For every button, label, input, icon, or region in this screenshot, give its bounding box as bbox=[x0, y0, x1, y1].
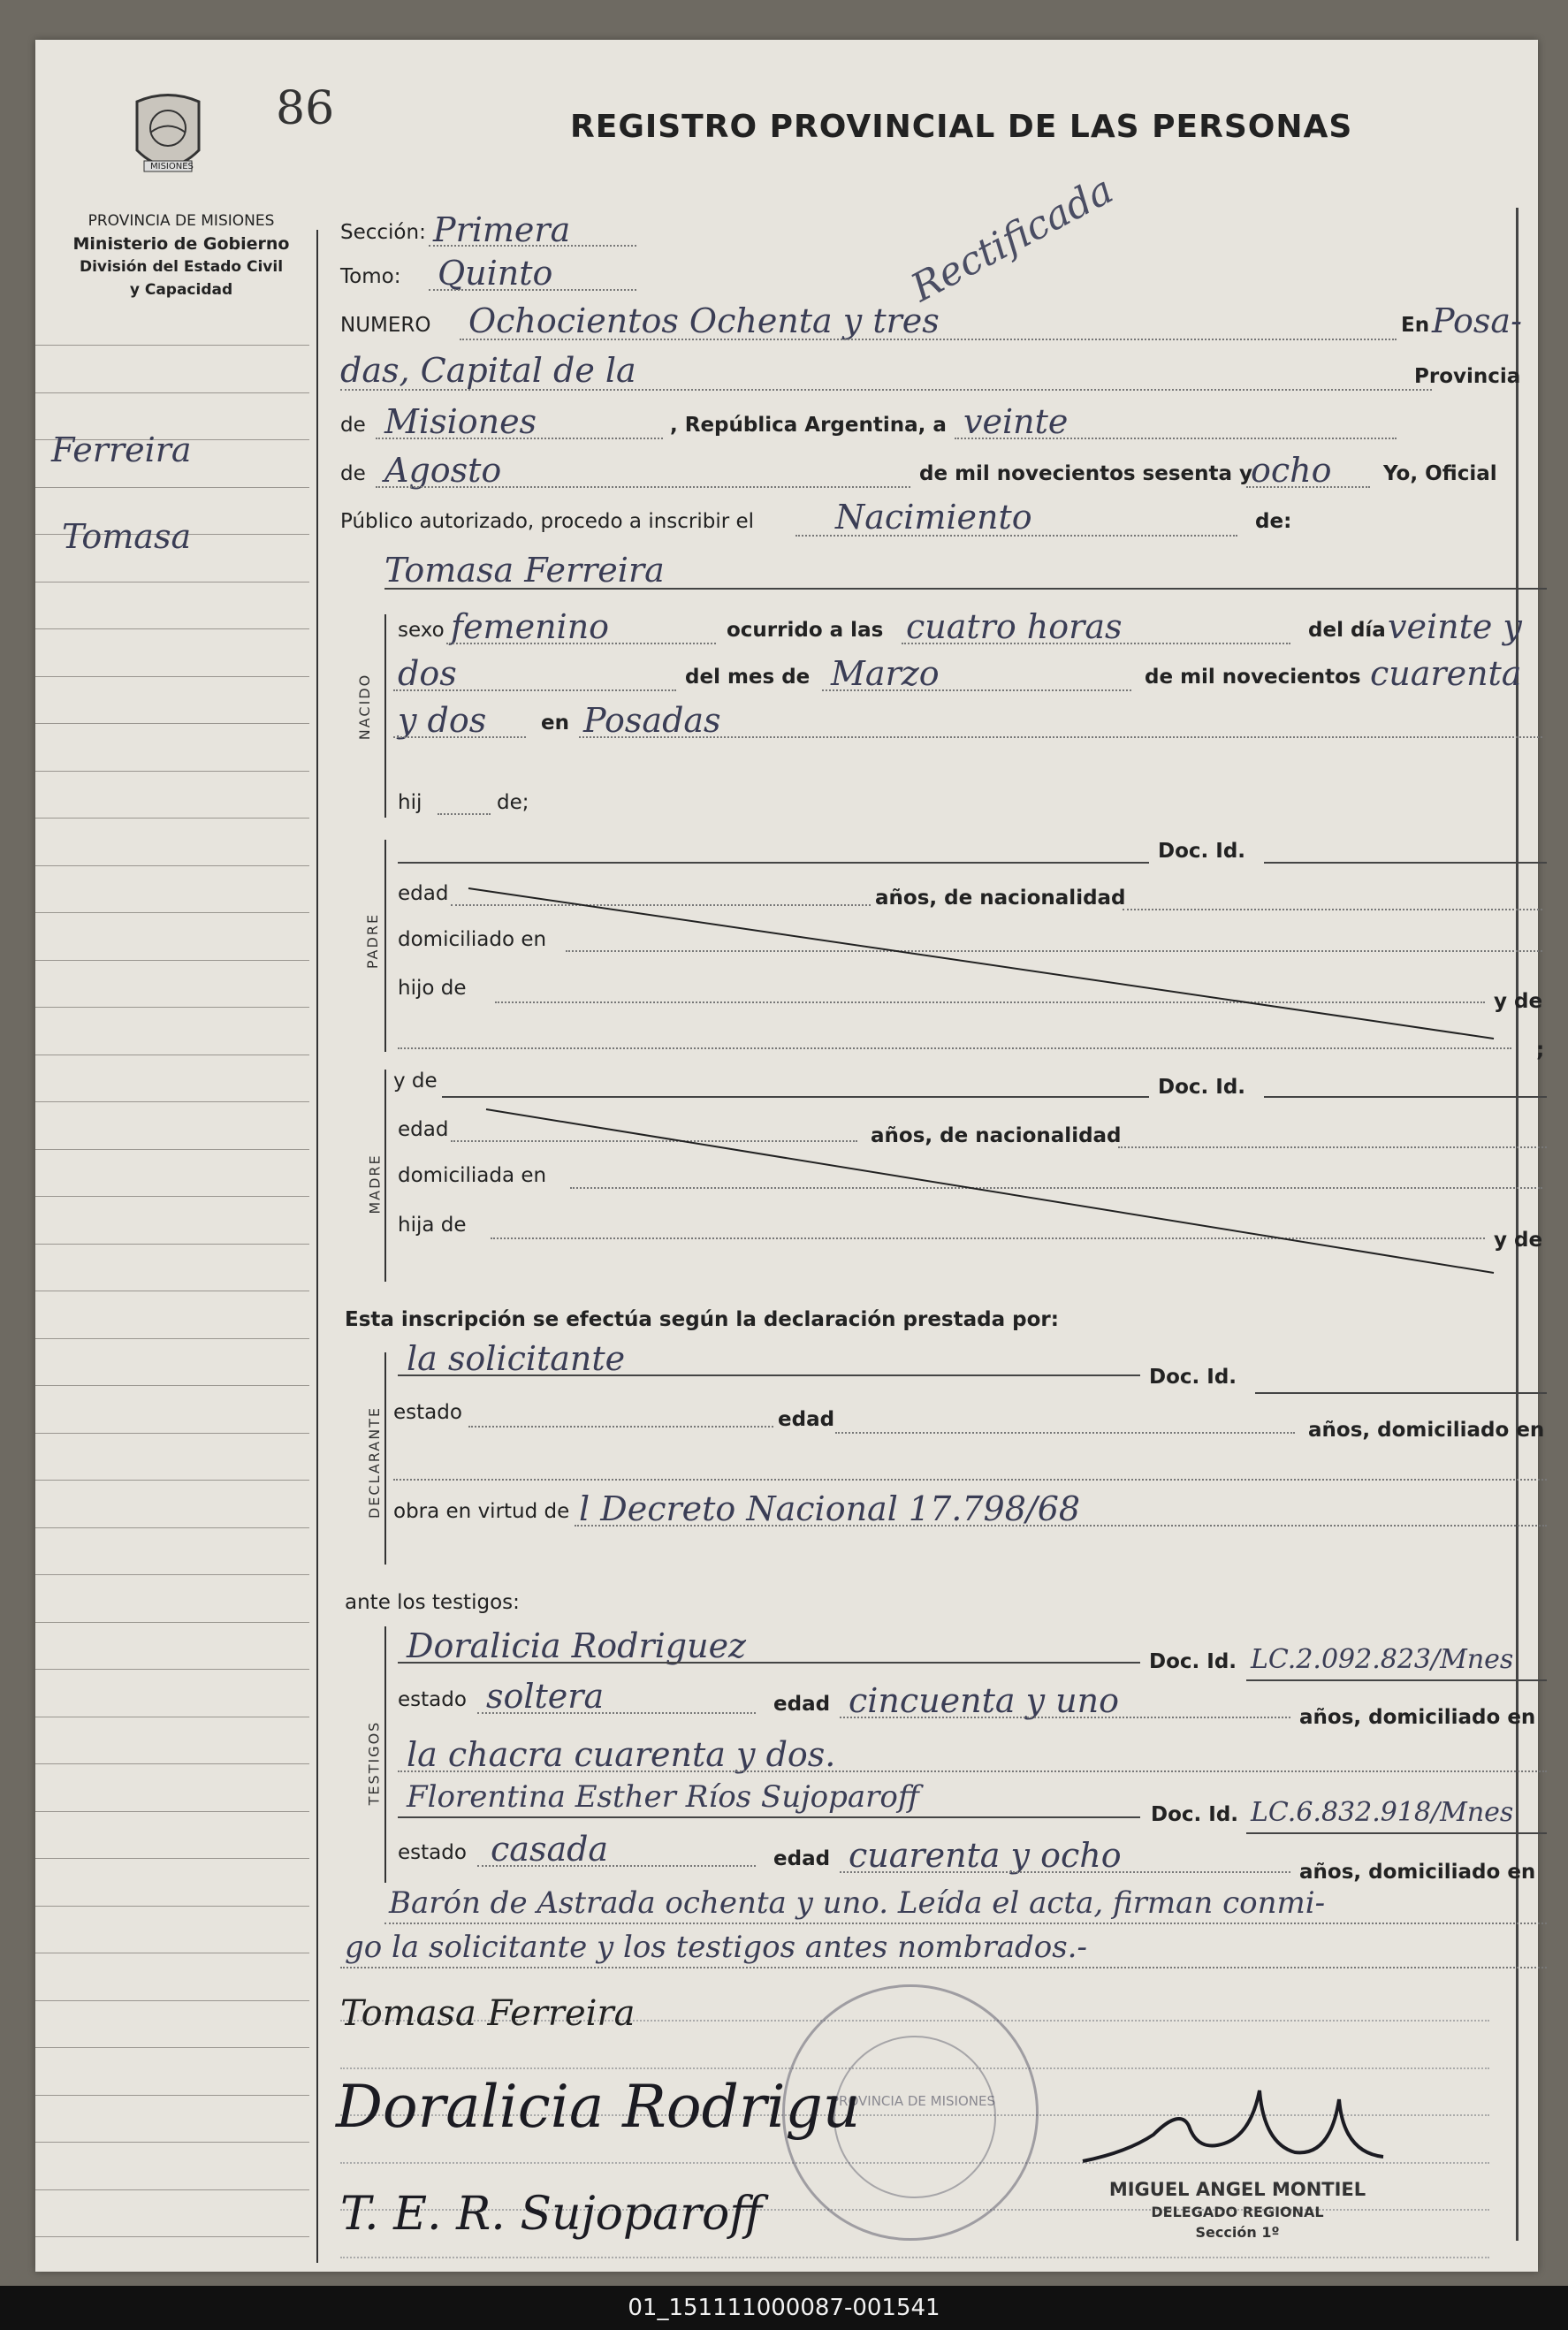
declarante-anios-label: años, domiciliado en bbox=[1308, 1419, 1545, 1442]
madre-yde-label: y de bbox=[393, 1070, 438, 1093]
office-line-2: Ministerio de Gobierno bbox=[72, 234, 290, 254]
testigos-intro: ante los testigos: bbox=[345, 1591, 520, 1614]
testigo1-estado-label: estado bbox=[398, 1688, 467, 1711]
padre-anios-label: años, de nacionalidad bbox=[875, 887, 1126, 910]
testigo1-domicilio: la chacra cuarenta y dos. bbox=[407, 1735, 836, 1774]
testigo1-anios-label: años, domiciliado en bbox=[1299, 1706, 1536, 1729]
office-line-1: PROVINCIA DE MISIONES bbox=[88, 212, 275, 230]
madre-anios-label: años, de nacionalidad bbox=[871, 1124, 1122, 1147]
provincia-value: Misiones bbox=[384, 402, 537, 441]
nacido-anio2-value: y dos bbox=[398, 701, 487, 740]
officer-section: Sección 1º bbox=[1195, 2224, 1280, 2241]
declarante-intro: Esta inscripción se efectúa según la declaración prestada por: bbox=[345, 1308, 1059, 1331]
signature-witness-1: Doralicia Rodrigu bbox=[336, 2073, 861, 2141]
madre-section-label: MADRE bbox=[366, 1154, 384, 1214]
crest-label: MISIONES bbox=[150, 162, 194, 171]
declarante-nombre: la solicitante bbox=[407, 1339, 626, 1378]
publico-label: Público autorizado, procedo a inscribir el bbox=[340, 510, 755, 533]
nacido-dia-value: veinte y bbox=[1388, 607, 1522, 646]
obra-value: l Decreto Nacional 17.798/68 bbox=[579, 1489, 1081, 1528]
declarante-estado-label: estado bbox=[393, 1401, 462, 1424]
numero-value: Ochocientos Ochenta y tres bbox=[468, 301, 940, 340]
testigo1-edad-label: edad bbox=[773, 1693, 831, 1716]
testigo2-edad: cuarenta y ocho bbox=[849, 1836, 1122, 1875]
nacido-nombre: Tomasa Ferreira bbox=[384, 551, 665, 590]
sexo-value: femenino bbox=[451, 607, 610, 646]
lugar-value: Posadas bbox=[583, 701, 721, 740]
nacido-section-label: NACIDO bbox=[356, 673, 374, 741]
page-title: REGISTRO PROVINCIAL DE LAS PERSONAS bbox=[570, 109, 1353, 145]
dia-value: veinte bbox=[963, 402, 1069, 441]
madre-doc-label: Doc. Id. bbox=[1158, 1076, 1246, 1099]
numero-label: NUMERO bbox=[340, 314, 431, 337]
ciudad-value: das, Capital de la bbox=[340, 351, 636, 390]
mes-label: del mes de bbox=[685, 666, 811, 689]
madre-edad-label: edad bbox=[398, 1118, 449, 1141]
tomo-label: Tomo: bbox=[340, 265, 401, 288]
signature-registrant: Tomasa Ferreira bbox=[340, 1993, 636, 2034]
testigo1-doc-label: Doc. Id. bbox=[1149, 1650, 1237, 1673]
testigo2-doc-label: Doc. Id. bbox=[1151, 1803, 1239, 1826]
sexo-label: sexo bbox=[398, 619, 445, 642]
en-value: Posa- bbox=[1432, 301, 1522, 340]
hora-value: cuatro horas bbox=[906, 607, 1123, 646]
acta-cierre: go la solicitante y los testigos antes nombrados.- bbox=[345, 1930, 1087, 1965]
testigo1-nombre: Doralicia Rodriguez bbox=[407, 1626, 747, 1665]
officer-name: MIGUEL ANGEL MONTIEL bbox=[1108, 2179, 1366, 2200]
seccion-label: Sección: bbox=[340, 221, 426, 244]
officer-title: DELEGADO REGIONAL bbox=[1151, 2204, 1324, 2220]
signature-witness-2: T. E. R. Sujoparoff bbox=[340, 2188, 763, 2241]
rectificada-annotation: Rectificada bbox=[903, 167, 1121, 311]
tomo-value: Quinto bbox=[438, 254, 553, 293]
obra-label: obra en virtud de bbox=[393, 1500, 570, 1523]
testigo2-edad-label: edad bbox=[773, 1847, 831, 1870]
testigo2-estado-label: estado bbox=[398, 1841, 467, 1864]
de-mes-label: de bbox=[340, 462, 366, 485]
testigo2-estado: casada bbox=[491, 1830, 609, 1869]
madre-yde2-label: y de bbox=[1494, 1229, 1543, 1252]
madre-domicilio-label: domiciliada en bbox=[398, 1164, 547, 1187]
testigos-section-label: TESTIGOS bbox=[365, 1720, 383, 1806]
ocurrido-label: ocurrido a las bbox=[727, 619, 884, 642]
lugar-label: en bbox=[541, 712, 569, 735]
testigo2-anios-label: años, domiciliado en bbox=[1299, 1861, 1536, 1884]
madre-hija-label: hija de bbox=[398, 1214, 467, 1237]
padre-crossout-line bbox=[35, 40, 1538, 2272]
testigo2-domicilio: Barón de Astrada ochenta y uno. Leída el acta, firman conmi- bbox=[389, 1885, 1326, 1921]
testigo2-doc: LC.6.832.918/Mnes bbox=[1251, 1797, 1514, 1828]
padre-yde-label: y de bbox=[1494, 990, 1543, 1013]
de-colon-label: de: bbox=[1255, 510, 1292, 533]
acto-value: Nacimiento bbox=[835, 498, 1032, 537]
seccion-value: Primera bbox=[433, 210, 571, 249]
image-identifier: 01_151111000087-001541 bbox=[0, 2286, 1568, 2330]
padre-section-label: PADRE bbox=[364, 912, 382, 970]
hij-de-label: de; bbox=[497, 791, 529, 814]
padre-semicolon: ; bbox=[1536, 1039, 1545, 1062]
office-line-4: y Capacidad bbox=[129, 281, 233, 299]
mes-value: Agosto bbox=[384, 451, 502, 490]
declarante-section-label: DECLARANTE bbox=[366, 1405, 384, 1519]
nacido-anio-value: cuarenta bbox=[1370, 654, 1522, 693]
declarante-doc-label: Doc. Id. bbox=[1149, 1366, 1237, 1389]
anio-label: de mil novecientos sesenta y bbox=[919, 462, 1253, 485]
seal-text: PROVINCIA DE MISIONES bbox=[831, 2093, 995, 2109]
padre-doc-label: Doc. Id. bbox=[1158, 840, 1246, 863]
nacido-anio-label: de mil novecientos bbox=[1145, 666, 1361, 689]
declarante-edad-label: edad bbox=[778, 1408, 835, 1431]
oficial-label: Yo, Oficial bbox=[1383, 462, 1497, 485]
padre-domicilio-label: domiciliado en bbox=[398, 928, 547, 951]
padre-hijo-label: hijo de bbox=[398, 977, 467, 1000]
padre-edad-label: edad bbox=[398, 882, 449, 905]
testigo2-nombre: Florentina Esther Ríos Sujoparoff bbox=[407, 1779, 919, 1815]
testigo1-estado: soltera bbox=[486, 1677, 605, 1716]
anio-value: ocho bbox=[1251, 451, 1332, 490]
margin-given-name: Tomasa bbox=[62, 517, 192, 556]
register-page bbox=[35, 40, 1545, 2272]
del-dia-label: del día bbox=[1308, 619, 1386, 642]
margin-surname: Ferreira bbox=[51, 430, 192, 469]
de-label: de bbox=[340, 414, 366, 437]
office-line-3: División del Estado Civil bbox=[79, 258, 284, 276]
provincia-label: Provincia bbox=[1414, 365, 1521, 388]
page-number: 86 bbox=[276, 82, 335, 135]
hij-label: hij bbox=[398, 791, 422, 814]
en-label: En bbox=[1401, 314, 1430, 337]
nacido-dia2-value: dos bbox=[398, 654, 457, 693]
testigo1-edad: cincuenta y uno bbox=[849, 1681, 1120, 1720]
testigo1-doc: LC.2.092.823/Mnes bbox=[1251, 1644, 1514, 1675]
nacido-mes-value: Marzo bbox=[831, 654, 940, 693]
republica-label: , República Argentina, a bbox=[670, 414, 947, 437]
